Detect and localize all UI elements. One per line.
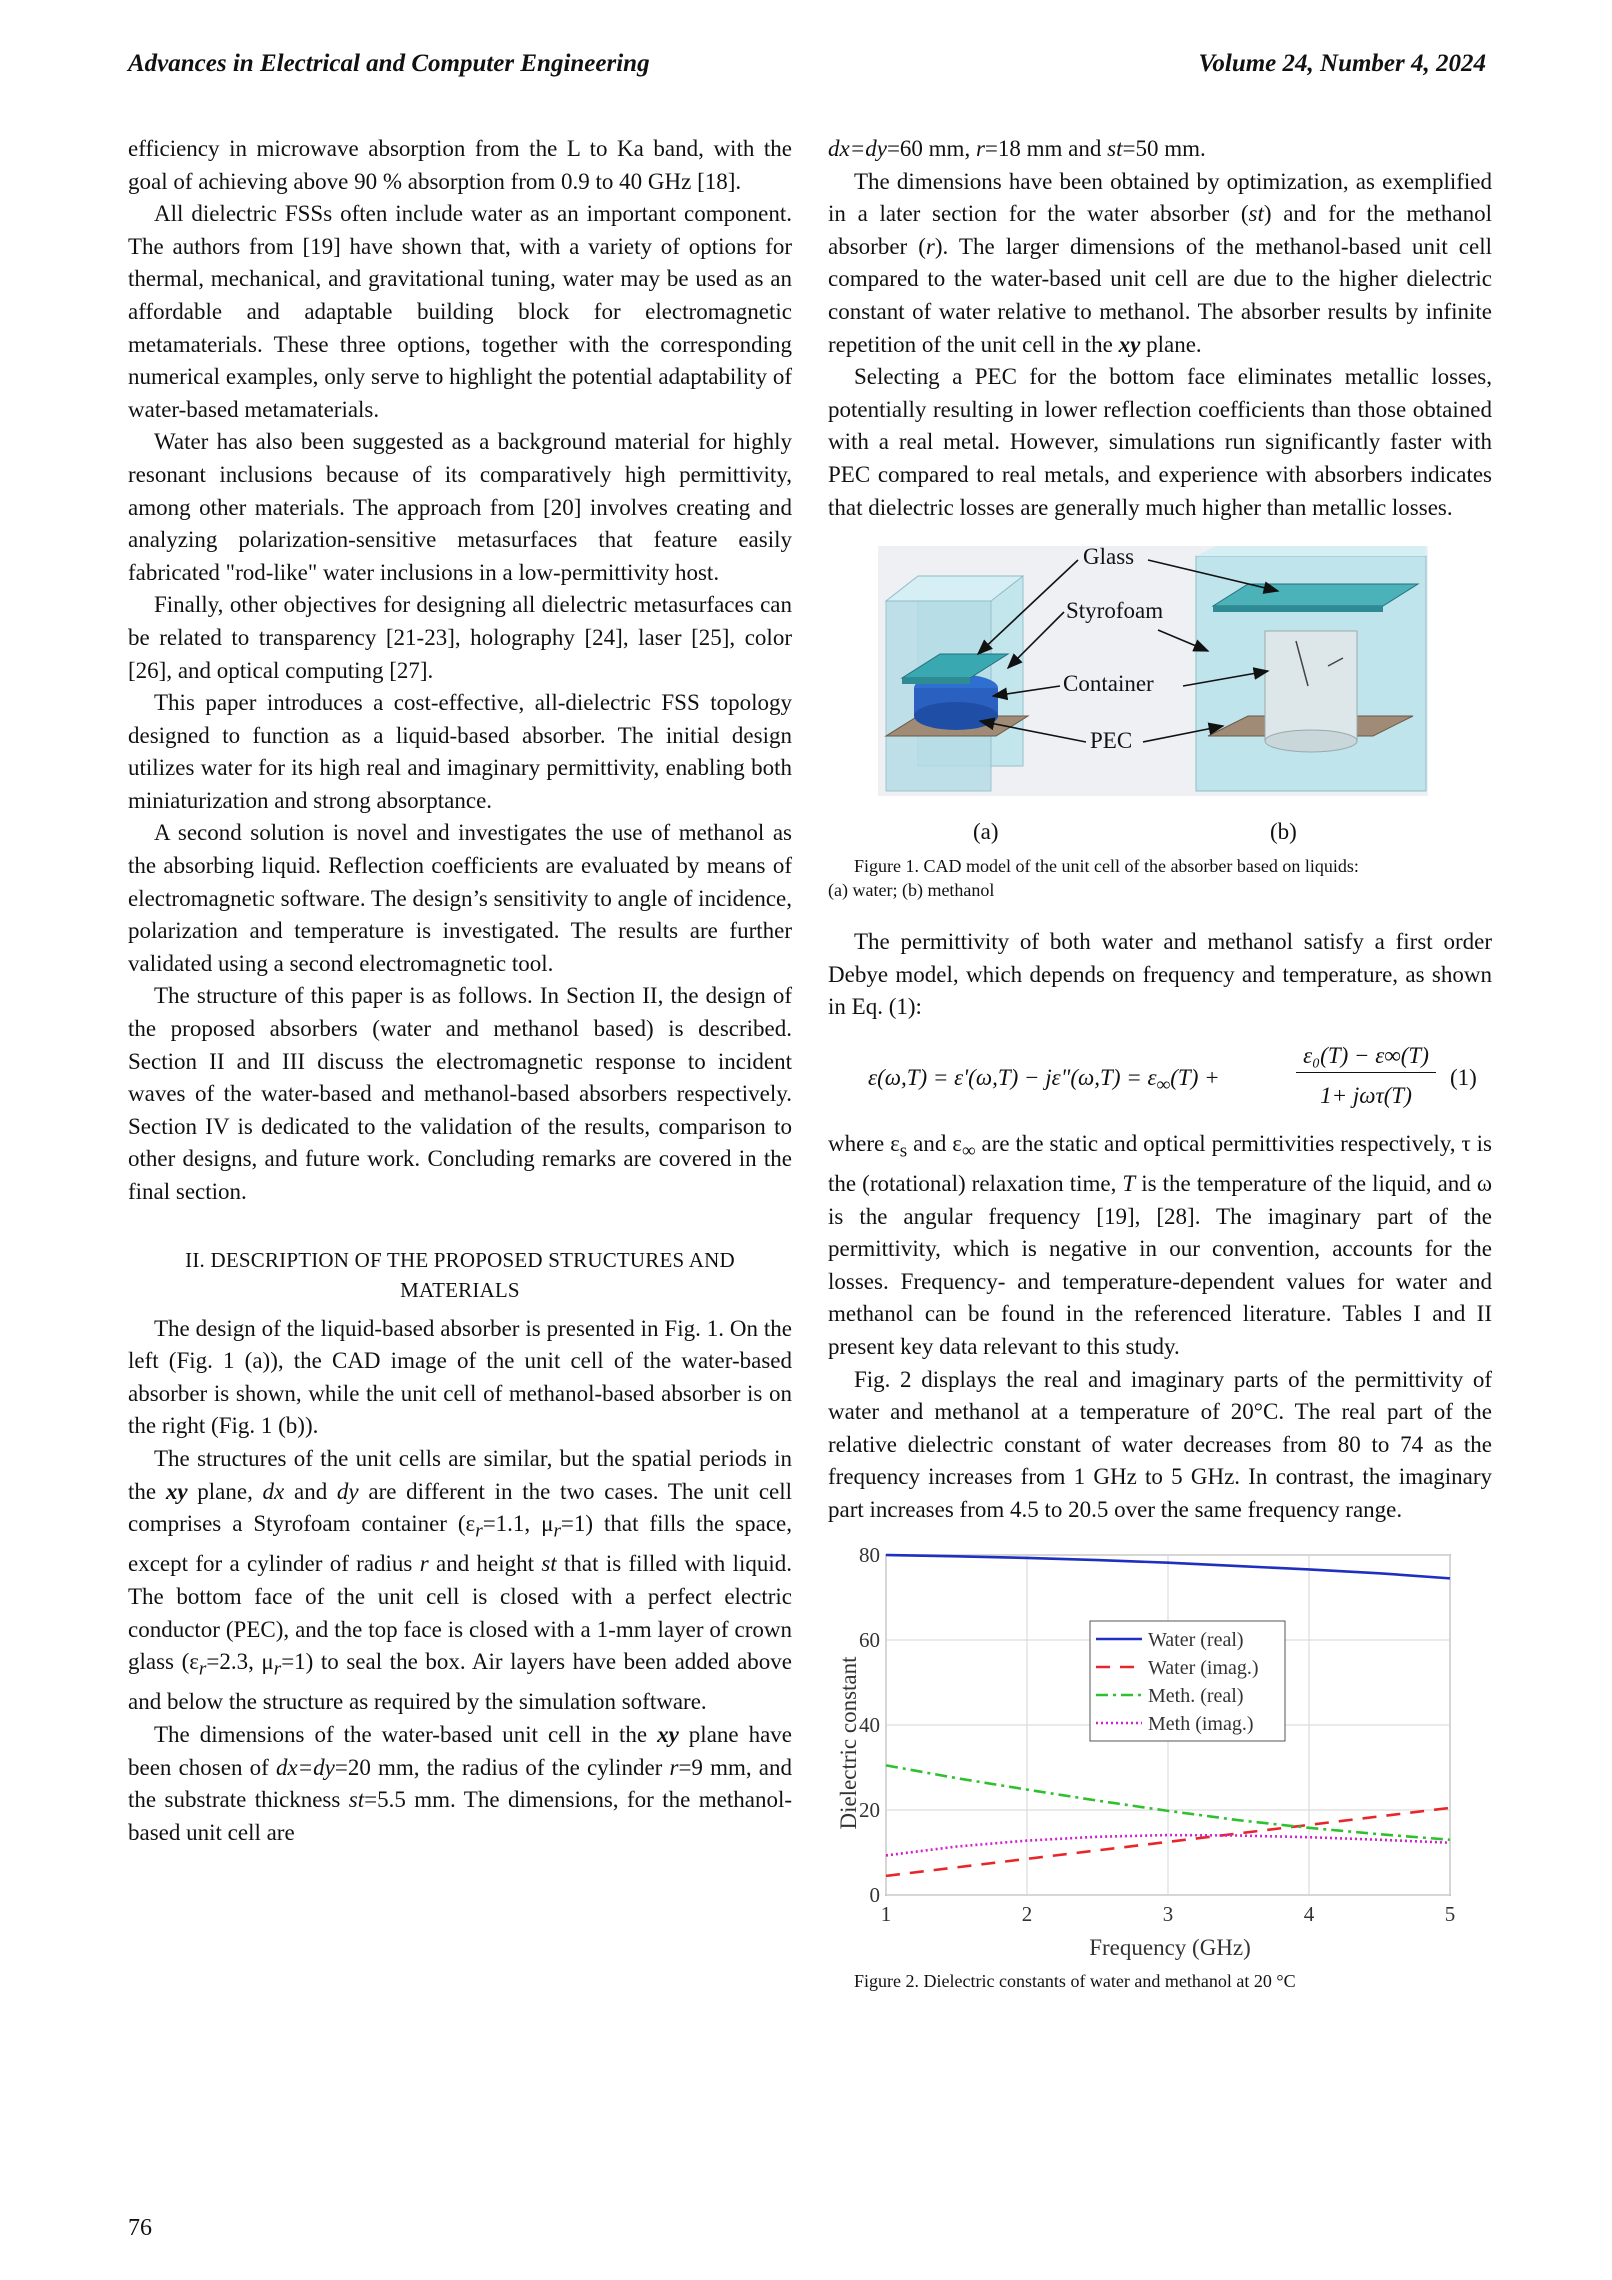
cad-model-image — [828, 546, 1492, 848]
text-run: dx=dy — [828, 136, 887, 161]
paragraph — [828, 1128, 1492, 1364]
text-run: =2.3, μ — [206, 1649, 274, 1675]
y-tick-label: 60 — [859, 1627, 880, 1652]
figure-2-caption: Figure 2. Dielectric constants of water and methanol at 20 °C — [854, 1970, 1296, 1991]
paragraph: All dielectric FSSs often include water as an important component. The authors from [19] have shown that, with a variety of options for thermal, mechanical, and gravitational tuning, water may be used as an affordable and adaptable building block for electromagnetic metamaterials. These three options, together with the corresponding numerical examples, only serve to highlight the potential adaptability of water-based metamaterials. — [128, 201, 792, 422]
section-title-line: MATERIALS — [400, 1277, 520, 1302]
legend-entry: Water (imag.) — [1148, 1656, 1259, 1679]
x-tick-label: 4 — [1303, 1901, 1315, 1926]
paragraph: Selecting a PEC for the bottom face eliminates metallic losses, potentially resulting in lower reflection coefficients than those obtained with a real metal. However, simulations run significantly faster with PEC compared to real metals, and experience with absorbers indicates that dielectric losses are generally much higher than metallic losses. — [828, 364, 1492, 520]
text-run: and ε — [907, 1130, 962, 1156]
page-number: 76 — [128, 2215, 152, 2241]
left-column — [128, 133, 792, 1849]
paragraph — [128, 1443, 792, 1719]
methanol-unit-cell — [1196, 546, 1426, 791]
equation-number: (1) — [1450, 1064, 1477, 1090]
equation-lhs — [868, 1062, 1220, 1102]
figure-1 — [828, 546, 1492, 848]
dielectric-chart — [828, 1543, 1492, 1963]
text-run: =50 mm. — [1122, 136, 1206, 161]
text-run: r — [975, 136, 985, 161]
text-run: ∞ — [961, 1140, 976, 1162]
x-tick-label: 2 — [1021, 1901, 1033, 1926]
text-run: =5.5 mm. The dimensions, for the methanol-based unit cell are — [128, 1787, 792, 1845]
y-tick-label: 80 — [859, 1542, 880, 1567]
text-run: r — [925, 233, 935, 259]
text-run: xy — [1118, 331, 1141, 357]
text-run: plane, — [187, 1478, 263, 1504]
figure-1-caption — [828, 854, 1492, 902]
text-run: r — [419, 1551, 429, 1577]
paragraph: The design of the liquid-based absorber is presented in Fig. 1. On the left (Fig. 1 (a)), the CAD image of the unit cell of the water-based absorber is shown, while the unit cell of methanol-based absorber is on the right (Fig. 1 (b)). — [128, 1315, 792, 1439]
text-run: is the temperature of the liquid, and ω is the angular frequency [19], [28]. The imaginary part of the permittivity, which is negative in our convention, accounts for the losses. Frequency- and temperature-dependent values for water and methanol can be found in the referenced literature. Tables I and II present key data relevant to this study. — [828, 1171, 1493, 1360]
legend-entry: Meth (imag.) — [1148, 1712, 1254, 1735]
text-run: plane have been chosen of — [128, 1721, 793, 1780]
paragraph — [828, 133, 1492, 166]
water-unit-cell — [886, 576, 1028, 791]
y-axis-label: Dielectric constant — [836, 1656, 861, 1830]
text-run: plane. — [1140, 331, 1202, 357]
label-pec: PEC — [1090, 728, 1133, 754]
text-run: =20 mm, the radius of the cylinder — [334, 1754, 670, 1780]
paragraph: efficiency in microwave absorption from the L to Ka band, with the goal of achieving above 90 % absorption from 0.9 to 40 GHz [18]. — [128, 136, 792, 194]
x-tick-label: 1 — [880, 1901, 892, 1926]
text-run: that is filled with liquid. The bottom face of the unit cell is closed with a perfect electric conductor (PEC), and the top face is closed with a 1-mm layer of crown glass (ε — [128, 1551, 792, 1675]
label-b: (b) — [1270, 819, 1297, 845]
text-run: dy — [336, 1478, 359, 1504]
text-run: r — [198, 1658, 207, 1680]
paragraph: Fig. 2 displays the real and imaginary parts of the permittivity of water and methanol at a temperature of 20°C. The real part of the relative dielectric constant of water decreases from 80 to 74 as the frequency increases from 1 GHz to 5 GHz. In contrast, the imaginary part increases from 4.5 to 20.5 over the same frequency range. — [828, 1366, 1492, 1523]
text-run: The dimensions of the water-based unit cell in the — [154, 1721, 658, 1747]
text-run: xy — [657, 1721, 679, 1747]
text-run: st — [348, 1787, 365, 1813]
journal-title: Advances in Electrical and Computer Engineering — [128, 50, 650, 77]
x-tick-label: 5 — [1444, 1901, 1456, 1926]
paragraph: The structure of this paper is as follows. In Section II, the design of the proposed absorbers (water and methanol based) is described. Section II and III discuss the electromagnetic response to incident waves of the water-based and methanol-based absorbers respectively. Section IV is dedicated to the validation of the results, comparison to other designs, and future work. Concluding remarks are covered in the final section. — [128, 983, 792, 1204]
label-a: (a) — [973, 819, 999, 845]
right-column — [828, 133, 1492, 1993]
text-run: dx=dy — [275, 1754, 335, 1780]
x-axis-label: Frequency (GHz) — [1089, 1934, 1251, 1960]
y-tick-label: 20 — [859, 1797, 880, 1822]
paragraph: The permittivity of both water and methanol satisfy a first order Debye model, which depends on frequency and temperature, as shown in Eq. (1): — [828, 929, 1492, 1020]
text-run: =18 mm and — [984, 136, 1108, 161]
text-run: and — [284, 1478, 337, 1504]
caption-line: (a) water; (b) methanol — [828, 880, 995, 901]
legend-entry: Meth. (real) — [1148, 1684, 1244, 1707]
paragraph: Water has also been suggested as a background material for highly resonant inclusions because of its comparatively high permittivity, among other materials. The approach from [20] involves creating and analyzing polarization-sensitive metasurfaces that feature easily fabricated "rod-like" water inclusions in a low-permittivity host. — [128, 429, 792, 585]
text-run: s — [899, 1140, 908, 1162]
paragraph — [128, 1719, 792, 1849]
text-run: =60 mm, — [886, 136, 976, 161]
text-run: dx — [262, 1478, 285, 1504]
caption-line: Figure 1. CAD model of the unit cell of the absorber based on liquids: — [854, 856, 1359, 877]
text-run: are different in the two cases. The unit cell comprises a Styrofoam container (ε — [128, 1478, 793, 1537]
equation-1 — [828, 1032, 1492, 1124]
label-styrofoam: Styrofoam — [1066, 598, 1164, 624]
text-run: and height — [428, 1551, 542, 1577]
label-glass: Glass — [1083, 546, 1135, 570]
text-run: The dimensions have been obtained by optimization, as exemplified in a later section for the water absorber ( — [828, 168, 1492, 227]
equation-part: ε(ω,T) = ε'(ω,T) − jε"(ω,T) = ε — [868, 1064, 1157, 1090]
legend-entry: Water (real) — [1148, 1628, 1244, 1651]
equation-part: ∞ — [1156, 1074, 1171, 1096]
text-run: r — [475, 1520, 483, 1542]
text-run: =9 mm, and the substrate thickness — [128, 1754, 792, 1813]
text-run: st — [541, 1551, 557, 1577]
section-title-line: II. DESCRIPTION OF THE PROPOSED STRUCTURES AND — [185, 1247, 735, 1272]
text-run: xy — [165, 1478, 188, 1504]
figure-2 — [828, 1543, 1492, 1963]
volume-info: Volume 24, Number 4, 2024 — [1198, 50, 1486, 77]
y-tick-label: 40 — [859, 1712, 880, 1737]
text-run: r — [553, 1520, 561, 1542]
equation-denominator: 1+ jωτ(T) — [1320, 1082, 1412, 1108]
y-tick-label: 0 — [869, 1882, 880, 1907]
text-run: r — [273, 1658, 282, 1680]
text-run: ) and for the methanol absorber ( — [828, 201, 1492, 259]
paragraph: Finally, other objectives for designing all dielectric metasurfaces can be related to transparency [21-23], holography [24], laser [25], color [26], and optical computing [27]. — [128, 592, 792, 683]
text-run: st — [1248, 201, 1264, 227]
equation-numerator: ε₀(T) − ε∞(T) — [1303, 1042, 1429, 1068]
text-run: =1) that fills the space, except for a cylinder of radius — [128, 1511, 792, 1577]
text-run: T — [1122, 1171, 1136, 1197]
text-run: ). The larger dimensions of the methanol-based unit cell compared to the water-based unit cell are due to the higher dielectric constant of water relative to methanol. The absorber results by infinite repetition of the unit cell in the — [828, 233, 1492, 357]
text-run: are the static and optical permittivities respectively, τ is the (rotational) relaxation time, — [828, 1130, 1492, 1197]
paragraph — [828, 166, 1492, 362]
text-run: =1.1, μ — [482, 1511, 554, 1537]
paragraph: A second solution is novel and investigates the use of methanol as the absorbing liquid. Reflection coefficients are evaluated by means of electromagnetic software. The design’s sensitivity to angle of incidence, polarization and temperature is investigated. The results are further validated using a second electromagnetic tool. — [128, 820, 792, 976]
text-run: where ε — [828, 1130, 900, 1156]
text-run: =1) to seal the box. Air layers have been added above and below the structure as required by the simulation software. — [128, 1649, 792, 1715]
text-run: r — [669, 1754, 679, 1780]
x-tick-label: 3 — [1162, 1901, 1174, 1926]
section-title — [128, 1245, 792, 1305]
paragraph: This paper introduces a cost-effective, all-dielectric FSS topology designed to function as a liquid-based absorber. The initial design utilizes water for its high real and imaginary permittivity, enabling both miniaturization and strong absorptance. — [128, 690, 792, 813]
fraction-bar — [1296, 1072, 1436, 1073]
text-run: st — [1107, 136, 1123, 161]
equation-part: (T) + — [1170, 1064, 1220, 1090]
text-run: The structures of the unit cells are similar, but the spatial periods in the — [128, 1445, 792, 1504]
label-container: Container — [1063, 671, 1154, 697]
